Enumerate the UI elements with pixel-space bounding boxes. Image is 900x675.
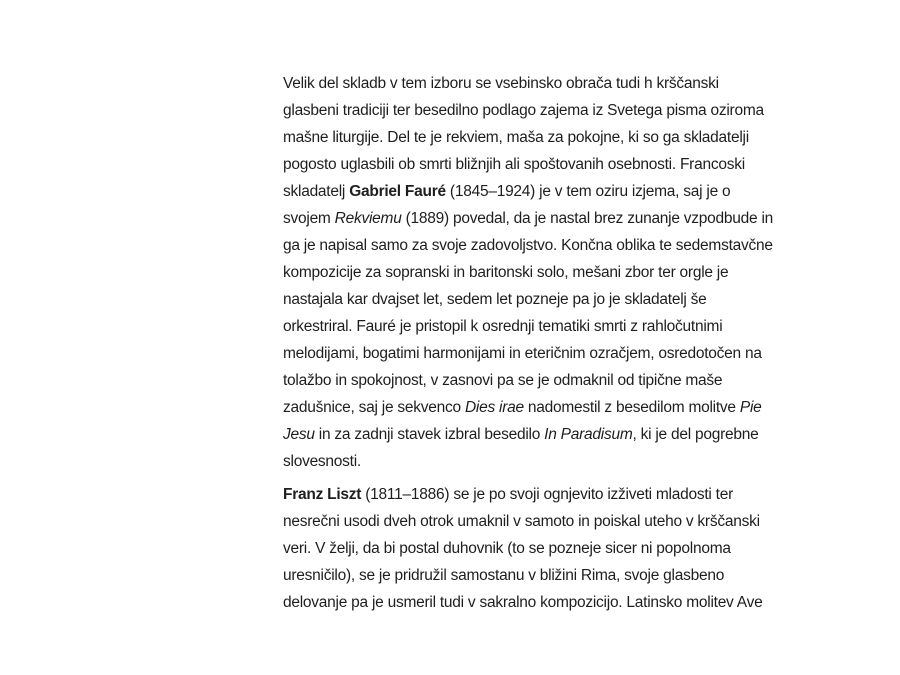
text-line: [283, 421, 783, 448]
text-line: [283, 97, 783, 124]
text-line: [283, 313, 783, 340]
text-segment: mašne liturgije. Del te je rekviem, maša za pokojne, ki so ga skladatelji: [283, 129, 749, 146]
text-segment: svojem: [283, 210, 335, 227]
text-segment: delovanje pa je usmeril tudi v sakralno kompozicijo. Latinsko molitev Ave: [283, 594, 763, 611]
text-segment: ga je napisal samo za svoje zadovoljstvo. Končna oblika te sedemstavčne: [283, 237, 773, 254]
text-segment: in za zadnji stavek izbral besedilo: [314, 426, 545, 443]
text-line: [283, 70, 783, 97]
text-segment: (1889) povedal, da je nastal brez zunanje vzpodbude in: [401, 210, 774, 227]
paragraph: [283, 481, 783, 616]
text-segment: orkestriral. Fauré je pristopil k osrednji tematiki smrti z rahločutnimi: [283, 318, 723, 335]
text-segment: nesrečni usodi dveh otrok umaknil v samoto in poiskal uteho v krščanski: [283, 513, 760, 530]
text-line: [283, 535, 783, 562]
text-segment: kompozicije za sopranski in baritonski solo, mešani zbor ter orgle je: [283, 264, 729, 281]
text-line: [283, 562, 783, 589]
text-segment: slovesnosti.: [283, 453, 361, 470]
text-segment: melodijami, bogatimi harmonijami in eteričnim ozračjem, osredotočen na: [283, 345, 762, 362]
text-line: [283, 589, 783, 616]
text-segment: Dies irae: [464, 399, 524, 416]
text-segment: (1845–1924) je v tem oziru izjema, saj je o: [445, 183, 731, 200]
text-line: [283, 205, 783, 232]
text-segment: nadomestil z besedilom molitve: [523, 399, 740, 416]
text-segment: nastajala kar dvajset let, sedem let pozneje pa jo je skladatelj še: [283, 291, 707, 308]
document-text: [283, 70, 783, 622]
text-segment: Franz Liszt: [283, 486, 362, 503]
text-line: [283, 367, 783, 394]
text-line: [283, 286, 783, 313]
text-segment: (1811–1886) se je po svoji ognjevito izživeti mladosti ter: [361, 486, 734, 503]
text-segment: zadušnice, saj je sekvenco: [283, 399, 465, 416]
text-segment: veri. V želji, da bi postal duhovnik (to se pozneje sicer ni popolnoma: [283, 540, 731, 557]
text-segment: Pie: [739, 399, 762, 416]
text-line: [283, 259, 783, 286]
text-segment: Velik del skladb v tem izboru se vsebinsko obrača tudi h krščanski: [283, 75, 719, 92]
text-segment: uresničilo), se je pridružil samostanu v bližini Rima, svoje glasbeno: [283, 567, 725, 584]
text-segment: In Paradisum: [544, 426, 633, 443]
text-segment: pogosto uglasbili ob smrti bližnjih ali spoštovanih osebnosti. Francoski: [283, 156, 745, 173]
text-line: [283, 232, 783, 259]
text-segment: Rekviemu: [334, 210, 402, 227]
text-line: [283, 448, 783, 475]
text-line: [283, 124, 783, 151]
paragraph: [283, 70, 783, 475]
text-segment: , ki je del pogrebne: [632, 426, 759, 443]
text-segment: skladatelj: [283, 183, 350, 200]
text-line: [283, 340, 783, 367]
text-segment: Gabriel Fauré: [349, 183, 446, 200]
text-segment: Jesu: [283, 426, 315, 443]
text-segment: tolažbo in spokojnost, v zasnovi pa se je odmaknil od tipične maše: [283, 372, 723, 389]
text-line: [283, 178, 783, 205]
text-line: [283, 394, 783, 421]
text-segment: glasbeni tradiciji ter besedilno podlago zajema iz Svetega pisma oziroma: [283, 102, 764, 119]
text-line: [283, 508, 783, 535]
text-line: [283, 481, 783, 508]
text-line: [283, 151, 783, 178]
